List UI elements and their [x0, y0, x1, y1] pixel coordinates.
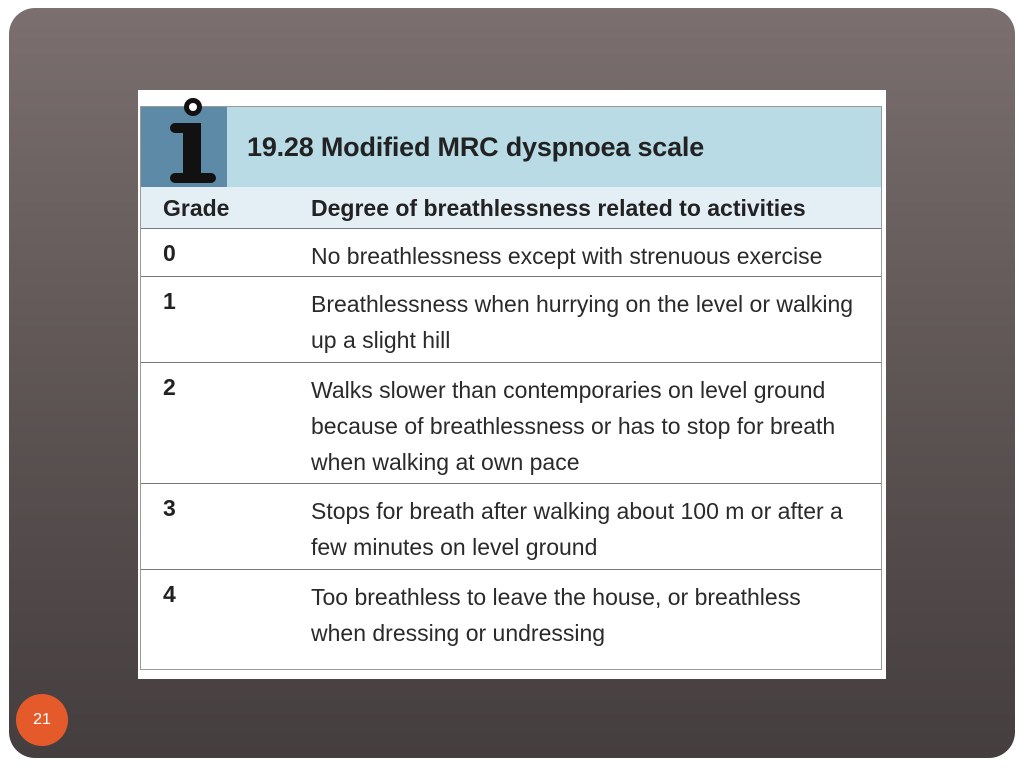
- info-icon: [167, 97, 223, 187]
- slide: [9, 8, 1015, 758]
- info-icon-block: [141, 107, 227, 187]
- grade-cell: 4: [163, 581, 176, 607]
- description-cell: No breathlessness except with strenuous exercise: [311, 243, 823, 269]
- table-row-grade-0: [141, 229, 881, 277]
- column-header-grade: Grade: [163, 195, 230, 221]
- description-cell: Breathlessness when hurrying on the level or walking up a slight hill: [311, 291, 854, 353]
- table-figure: [138, 90, 886, 679]
- table-row-grade-3: [141, 484, 881, 570]
- table-row-grade-2: [141, 363, 881, 484]
- description-cell: Walks slower than contemporaries on level ground because of breathlessness or has to stop for breath when walking at own pace: [311, 377, 836, 475]
- description-cell: Stops for breath after walking about 100 m or after a few minutes on level ground: [311, 498, 843, 560]
- table-row-grade-1: [141, 277, 881, 363]
- grade-cell: 0: [163, 240, 176, 266]
- table-row-grade-4: [141, 570, 881, 668]
- column-header-row: [141, 187, 881, 229]
- slide-number-badge: 21: [16, 694, 68, 746]
- grade-cell: 2: [163, 374, 176, 400]
- grade-cell: 1: [163, 288, 176, 314]
- column-header-description: Degree of breathlessness related to activities: [311, 195, 806, 221]
- dyspnoea-table: [140, 106, 882, 670]
- table-title: 19.28 Modified MRC dyspnoea scale: [247, 132, 705, 162]
- description-cell: Too breathless to leave the house, or breathless when dressing or undressing: [311, 584, 801, 646]
- grade-cell: 3: [163, 495, 176, 521]
- table-header-band: [141, 107, 881, 187]
